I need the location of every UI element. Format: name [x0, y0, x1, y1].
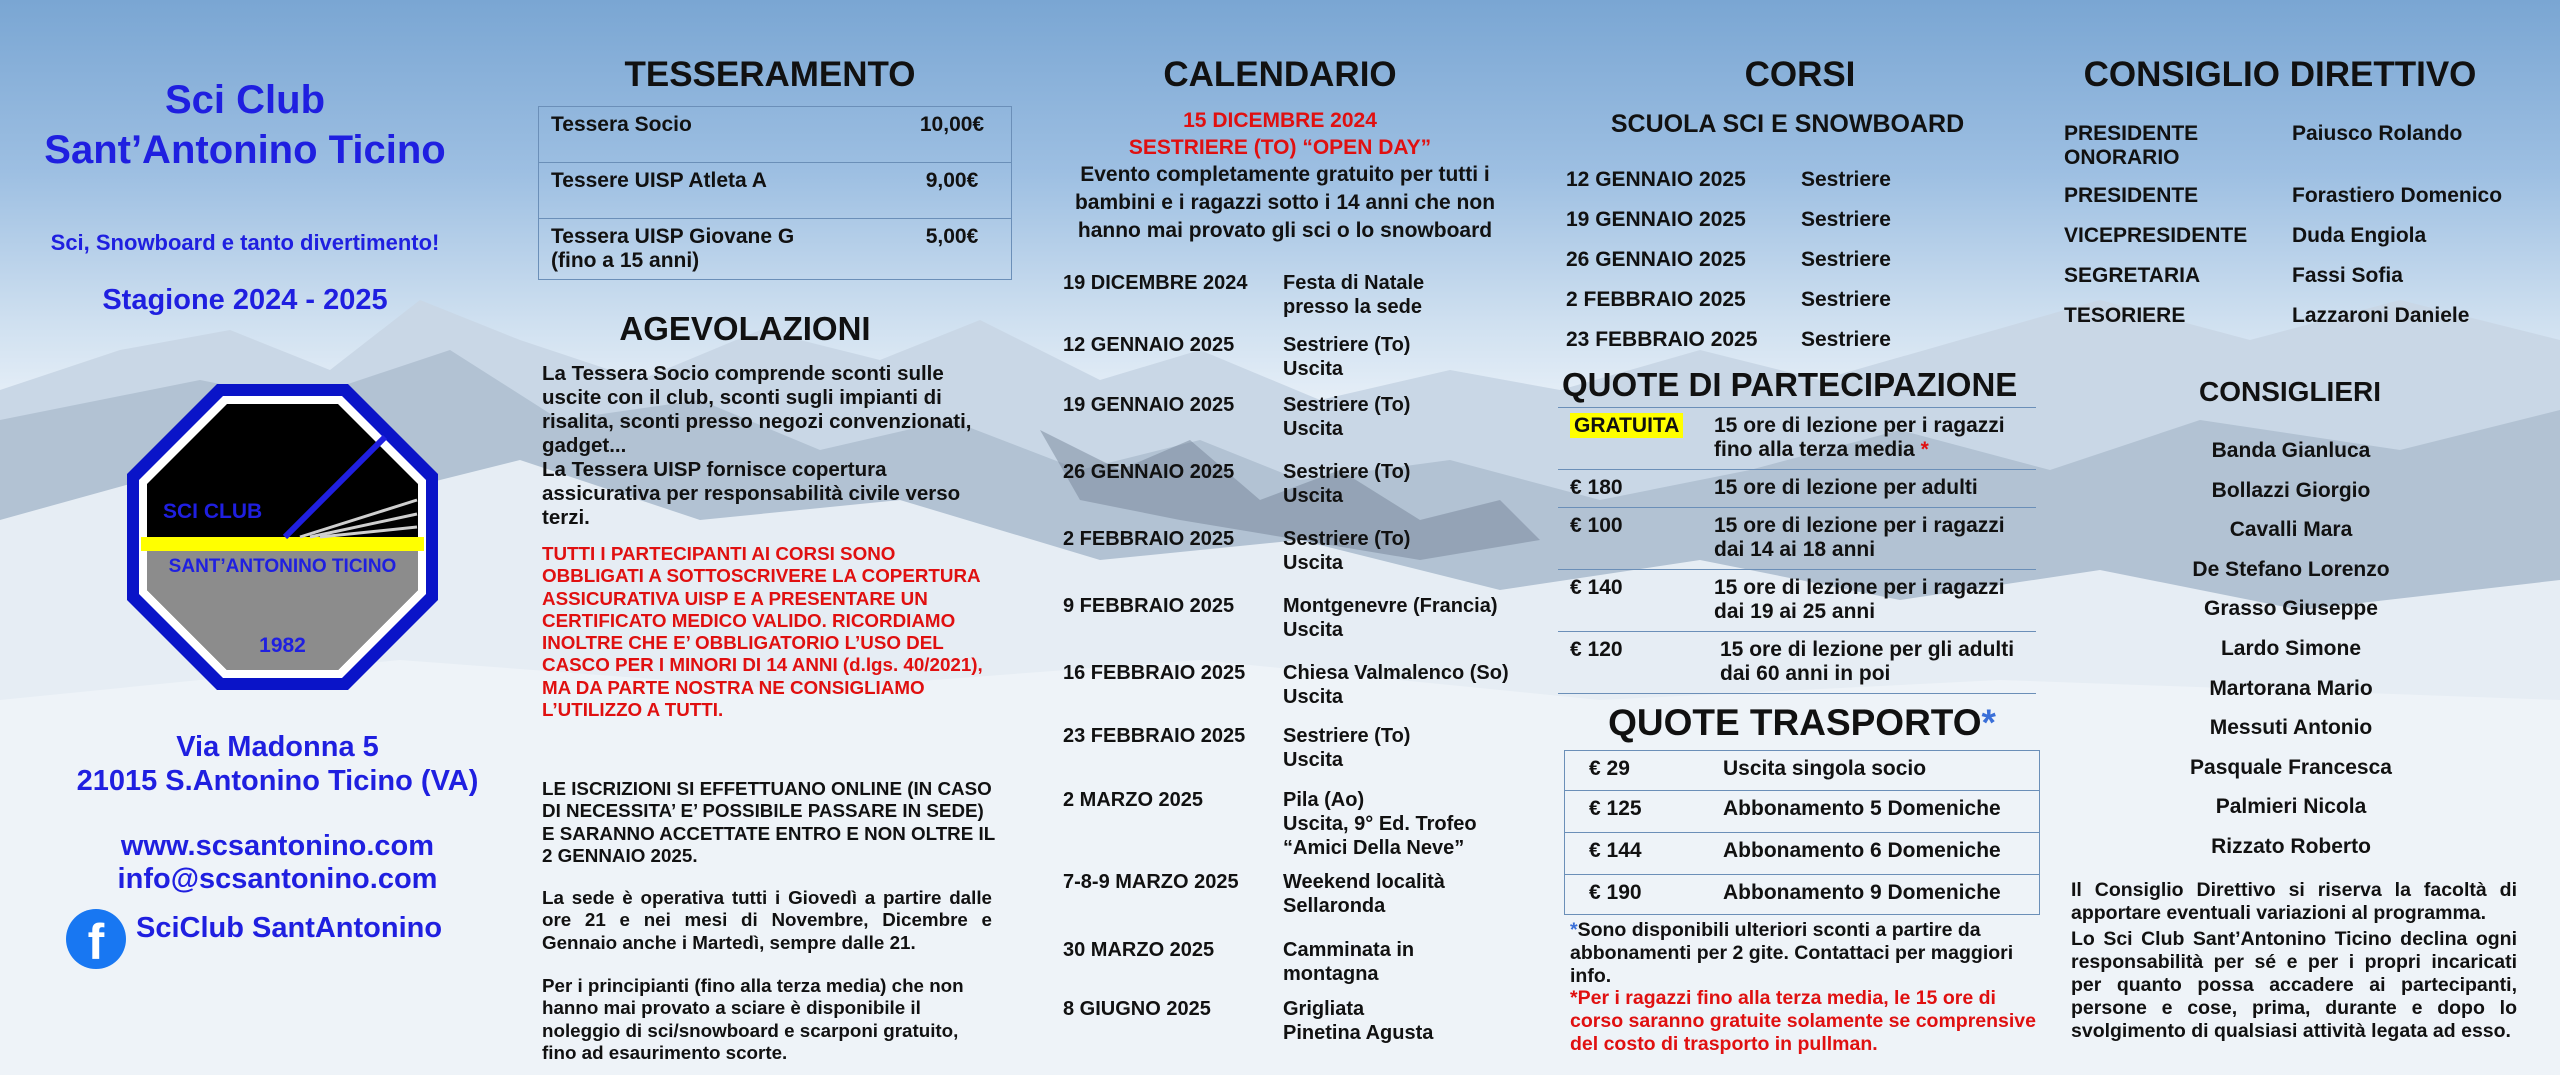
event-line2: Uscita: [1283, 552, 1344, 574]
event-line1: Sestriere (To): [1283, 725, 1411, 747]
iscrizioni-note: LE ISCRIZIONI SI EFFETTUANO ONLINE (IN CASO DI NECESSITA’ E’ POSSIBILE PASSARE IN SEDE) E SARANNO ACCETTATE ENTRO E NON OLTRE IL 2 GENNAIO 2025.: [542, 778, 995, 866]
calendar-row: [1063, 271, 1543, 333]
club-tagline: Sci, Snowboard e tanto divertimento!: [50, 230, 440, 255]
board-role: PRESIDENTE ONORARIO: [2064, 122, 2199, 169]
logo-middle-text: SANT’ANTONINO TICINO: [168, 556, 397, 577]
transport-row: [1565, 791, 2040, 833]
transport-price: € 144: [1565, 833, 1712, 875]
transport-price: € 29: [1565, 751, 1712, 791]
club-address: [0, 730, 555, 798]
quote-desc-line2: dai 19 ai 25 anni: [1714, 600, 1876, 623]
corso-place: Sestriere: [1801, 328, 1891, 351]
calendar-table: [1063, 271, 1543, 1047]
transport-row: [1565, 875, 2040, 915]
event-desc: [1283, 393, 1543, 460]
quote-trasporto-title-text: QUOTE TRASPORTO: [1608, 702, 1982, 743]
calendar-row: [1063, 527, 1543, 594]
event-line3: “Amici Della Neve”: [1283, 837, 1465, 859]
transport-row: [1565, 751, 2040, 791]
board-name: Fassi Sofia: [2292, 264, 2403, 287]
list-item: Lardo Simone: [2220, 636, 2362, 660]
website-link[interactable]: www.scsantonino.com: [120, 830, 435, 862]
list-item: Pasquale Francesca: [2190, 755, 2392, 779]
corsi-row: [1566, 240, 1926, 280]
quote-price: [1558, 408, 1702, 470]
tesseramento-table: [538, 106, 1012, 280]
quote-desc-line1: 15 ore di lezione per gli adulti: [1720, 638, 2015, 661]
event-line2: Uscita, 9° Ed. Trofeo: [1283, 813, 1477, 835]
corso-date: 26 GENNAIO 2025: [1566, 248, 1746, 271]
quote-desc: [1702, 632, 2036, 694]
event-date: 26 GENNAIO 2025: [1063, 461, 1235, 483]
board-name: Paiusco Rolando: [2292, 122, 2463, 145]
list-item: Messuti Antonio: [2209, 716, 2373, 740]
board-row: [2064, 184, 2544, 224]
calendar-row: [1063, 997, 1543, 1047]
transport-row: [1565, 833, 2040, 875]
quote-desc-line1: 15 ore di lezione per i ragazzi: [1714, 514, 2005, 537]
board-name: Duda Engiola: [2292, 224, 2427, 247]
event-line2: presso la sede: [1283, 296, 1422, 318]
event-desc: [1283, 460, 1543, 527]
board-role: PRESIDENTE: [2064, 184, 2199, 207]
quote-desc-line2: fino alla terza media: [1714, 438, 1915, 461]
list-item: Martorana Mario: [2209, 676, 2373, 700]
facebook-icon[interactable]: f: [66, 909, 126, 969]
event-desc: [1283, 333, 1543, 393]
club-logo: [125, 382, 440, 692]
board-row: [2064, 304, 2544, 344]
membership-label: Tessere UISP Atleta A: [539, 163, 894, 219]
calendar-row: [1063, 870, 1543, 938]
transport-note: [1570, 919, 2040, 988]
principianti-note: Per i principianti (fino alla terza media) che non hanno mai provato a sciare è disponibile il noleggio di sci/snowboard e scarponi gratuito, fino ad esaurimento scorte.: [542, 975, 964, 1063]
membership-price: 5,00€: [893, 219, 1012, 280]
list-item: Grasso Giuseppe: [2204, 597, 2378, 621]
event-line1: Festa di Natale: [1283, 272, 1425, 294]
event-line2: montagna: [1283, 963, 1379, 985]
quote-price: € 100: [1558, 508, 1702, 570]
membership-price: 9,00€: [893, 163, 1012, 219]
quote-row: [1558, 570, 2036, 632]
quote-price: € 120: [1558, 632, 1702, 694]
event-line1: Sestriere (To): [1283, 334, 1411, 356]
event-line2: Pinetina Agusta: [1283, 1022, 1434, 1044]
tesseramento-title: TESSERAMENTO: [624, 55, 916, 94]
corsi-table: [1566, 160, 1926, 360]
season-label: Stagione 2024 - 2025: [102, 284, 388, 316]
list-item: Bollazzi Giorgio: [2211, 478, 2371, 502]
free-course-note: *Per i ragazzi fino alla terza media, le 15 ore di corso saranno gratuite solamente se comprensive del costo di trasporto in pullman.: [1570, 987, 2037, 1055]
consiglio-table: [2064, 122, 2544, 344]
event-desc: [1283, 271, 1543, 333]
corsi-subtitle: SCUOLA SCI E SNOWBOARD: [1610, 110, 1965, 138]
calendar-row: [1063, 460, 1543, 527]
event-line2: Uscita: [1283, 619, 1344, 641]
calendar-row: [1063, 594, 1543, 661]
board-role: SEGRETARIA: [2064, 264, 2201, 287]
quote-price: € 140: [1558, 570, 1702, 632]
corso-date: 12 GENNAIO 2025: [1566, 168, 1746, 191]
transport-desc: Abbonamento 6 Domeniche: [1711, 833, 2040, 875]
corso-date: 2 FEBBRAIO 2025: [1566, 288, 1746, 311]
corso-place: Sestriere: [1801, 208, 1891, 231]
list-item: De Stefano Lorenzo: [2192, 557, 2390, 581]
event-line2: Uscita: [1283, 485, 1344, 507]
quote-desc: 15 ore di lezione per adulti: [1702, 470, 2036, 508]
board-row: [2064, 122, 2544, 184]
event-line2: Uscita: [1283, 418, 1344, 440]
event-date: 2 FEBBRAIO 2025: [1063, 528, 1235, 550]
event-desc: [1283, 938, 1543, 997]
quote-trasporto-asterisk: *: [1981, 702, 1996, 743]
corsi-row: [1566, 280, 1926, 320]
consiglio-title: CONSIGLIO DIRETTIVO: [2083, 55, 2477, 94]
agevolazioni-text: [542, 362, 1002, 530]
event-desc: [1283, 870, 1543, 938]
event-line1: Weekend località: [1283, 871, 1445, 893]
corsi-row: [1566, 200, 1926, 240]
quote-desc-line2: dai 60 anni in poi: [1720, 662, 1891, 685]
quote-row: [1558, 508, 2036, 570]
table-row: [539, 107, 1012, 163]
board-role: VICEPRESIDENTE: [2064, 224, 2248, 247]
event-line2: Uscita: [1283, 358, 1344, 380]
event-desc: [1283, 661, 1543, 724]
list-item: Cavalli Mara: [2229, 518, 2353, 542]
event-date: 7-8-9 MARZO 2025: [1063, 871, 1239, 893]
membership-label-line2: (fino a 15 anni): [551, 249, 700, 272]
event-line1: Sestriere (To): [1283, 394, 1411, 416]
event-date: 2 MARZO 2025: [1063, 789, 1204, 811]
board-name: Forastiero Domenico: [2292, 184, 2503, 207]
quote-desc-line2: dai 14 ai 18 anni: [1714, 538, 1876, 561]
event-date: 9 FEBBRAIO 2025: [1063, 595, 1235, 617]
responsibility-note: Lo Sci Club Sant’Antonino Ticino declina ogni responsabilità per sé e per i propri incaricati per quanto possa accadere ai partecipanti, persone e cose, prima, durante e dopo lo svolgimento di qualsiasi attività legata ad esso.: [2071, 928, 2517, 1042]
corso-place: Sestriere: [1801, 168, 1891, 191]
event-line2: Uscita: [1283, 686, 1344, 708]
open-day: [1050, 107, 1510, 161]
club-contacts: [0, 830, 555, 896]
calendar-row: [1063, 661, 1543, 724]
event-date: 12 GENNAIO 2025: [1063, 334, 1235, 356]
corsi-row: [1566, 160, 1926, 200]
quote-desc: [1702, 508, 2036, 570]
agevolazioni-title: AGEVOLAZIONI: [619, 310, 871, 347]
quote-desc-line1: 15 ore di lezione per i ragazzi: [1714, 414, 2005, 437]
list-item: Banda Gianluca: [2211, 439, 2371, 462]
quote-partecipazione-table: [1558, 407, 2036, 694]
open-day-date: 15 DICEMBRE 2024: [1183, 109, 1377, 132]
quote-trasporto-title: [1562, 702, 2042, 744]
quote-row: [1558, 408, 2036, 470]
transport-price: € 125: [1565, 791, 1712, 833]
membership-label: Tessera Socio: [539, 107, 894, 163]
event-line1: Sestriere (To): [1283, 461, 1411, 483]
calendar-row: [1063, 788, 1543, 870]
event-desc: [1283, 594, 1543, 661]
open-day-place: SESTRIERE (TO) “OPEN DAY”: [1128, 136, 1432, 159]
event-date: 16 FEBBRAIO 2025: [1063, 662, 1246, 684]
transport-note-asterisk: *: [1570, 919, 1578, 941]
corso-place: Sestriere: [1801, 248, 1891, 271]
corsi-row: [1566, 320, 1926, 360]
transport-note-text: Sono disponibili ulteriori sconti a partire da abbonamenti per 2 gite. Contattaci per maggiori info.: [1570, 919, 2014, 987]
corso-date: 23 FEBBRAIO 2025: [1566, 328, 1758, 351]
event-line1: Sestriere (To): [1283, 528, 1411, 550]
corsi-title: CORSI: [1744, 55, 1856, 94]
consiglieri-title: CONSIGLIERI: [2198, 376, 2381, 407]
address-line1: Via Madonna 5: [176, 731, 379, 763]
list-item: Rizzato Roberto: [2211, 834, 2371, 858]
insurance-warning: TUTTI I PARTECIPANTI AI CORSI SONO OBBLIGATI A SOTTOSCRIVERE LA COPERTURA ASSICURATIVA UISP E A PRESENTARE UN CERTIFICATO MEDICO VALIDO. RICORDIAMO INOLTRE CHE E’ OBBLIGATORIO L’USO DEL CASCO PER I MINORI DI 14 ANNI (d.lgs. 40/2021), MA DA PARTE NOSTRA NE CONSIGLIAMO L’UTILIZZO A TUTTI.: [542, 543, 983, 721]
transport-desc: Abbonamento 9 Domeniche: [1711, 875, 2040, 915]
event-desc: [1283, 527, 1543, 594]
quote-asterisk: *: [1920, 438, 1929, 461]
calendar-row: [1063, 938, 1543, 997]
quote-partecipazione-title: QUOTE DI PARTECIPAZIONE: [1562, 366, 2018, 403]
quote-row: [1558, 470, 2036, 508]
table-row: [539, 219, 1012, 280]
logo-year: 1982: [259, 634, 306, 657]
calendar-row: [1063, 333, 1543, 393]
event-desc: [1283, 724, 1543, 788]
membership-label-line1: Tessera UISP Giovane G: [551, 225, 795, 248]
transport-desc: Abbonamento 5 Domeniche: [1711, 791, 2040, 833]
club-name: [0, 75, 490, 175]
sede-note: La sede è operativa tutti i Giovedì a partire dalle ore 21 e nei mesi di Novembre, Dicembre e Gennaio anche i Martedì, sempre dalle 21.: [542, 887, 992, 953]
club-name-line1: Sci Club: [164, 78, 326, 122]
quote-desc-line1: 15 ore di lezione per i ragazzi: [1714, 576, 2005, 599]
board-name: Lazzaroni Daniele: [2292, 304, 2470, 327]
event-line1: Grigliata: [1283, 998, 1365, 1020]
event-date: 19 GENNAIO 2025: [1063, 394, 1235, 416]
event-desc: [1283, 997, 1543, 1047]
facebook-link[interactable]: SciClub SantAntonino: [136, 912, 443, 944]
event-desc: [1283, 788, 1543, 870]
list-item: Palmieri Nicola: [2215, 795, 2367, 819]
calendario-title: CALENDARIO: [1163, 55, 1397, 94]
membership-label: [539, 219, 894, 280]
open-day-description: Evento completamente gratuito per tutti i bambini e i ragazzi sotto i 14 anni che non hanno mai provato gli sci o lo snowboard: [1074, 163, 1496, 242]
transport-desc: Uscita singola socio: [1711, 751, 2040, 791]
quote-desc: [1702, 570, 2036, 632]
corso-date: 19 GENNAIO 2025: [1566, 208, 1746, 231]
event-date: 8 GIUGNO 2025: [1063, 998, 1211, 1020]
event-date: 30 MARZO 2025: [1063, 939, 1215, 961]
membership-price: 10,00€: [893, 107, 1012, 163]
table-row: [539, 163, 1012, 219]
agevolazioni-text2: La Tessera UISP fornisce copertura assicurativa per responsabilità civile verso terzi.: [542, 458, 961, 529]
event-line2: Sellaronda: [1283, 895, 1386, 917]
address-line2: 21015 S.Antonino Ticino (VA): [76, 765, 479, 797]
club-name-line2: Sant’Antonino Ticino: [44, 128, 446, 172]
quote-desc: [1702, 408, 2036, 470]
event-line1: Chiesa Valmalenco (So): [1283, 662, 1509, 684]
calendar-row: [1063, 724, 1543, 788]
event-date: 23 FEBBRAIO 2025: [1063, 725, 1246, 747]
board-role: TESORIERE: [2064, 304, 2186, 327]
event-line1: Montgenevre (Francia): [1283, 595, 1498, 617]
agevolazioni-text1: La Tessera Socio comprende sconti sulle uscite con il club, sconti sugli impianti di risalita, sconti presso negozi convenzionati, gadget...: [542, 362, 972, 457]
event-line1: Pila (Ao): [1283, 789, 1365, 811]
event-line1: Camminata in: [1283, 939, 1415, 961]
quote-row: [1558, 632, 2036, 694]
transport-price: € 190: [1565, 875, 1712, 915]
logo-top-text: SCI CLUB: [163, 500, 263, 523]
board-row: [2064, 224, 2544, 264]
email-link[interactable]: info@scsantonino.com: [117, 863, 438, 895]
consiglieri-list: [2070, 431, 2512, 867]
event-date: 19 DICEMBRE 2024: [1063, 272, 1248, 294]
board-row: [2064, 264, 2544, 304]
quote-trasporto-table: [1564, 750, 2040, 915]
consiglio-note: Il Consiglio Direttivo si riserva la facoltà di apportare eventuali variazioni al programma.: [2071, 879, 2517, 924]
corso-place: Sestriere: [1801, 288, 1891, 311]
calendar-row: [1063, 393, 1543, 460]
event-line2: Uscita: [1283, 749, 1344, 771]
free-badge: GRATUITA: [1570, 413, 1683, 438]
quote-price: € 180: [1558, 470, 1702, 508]
